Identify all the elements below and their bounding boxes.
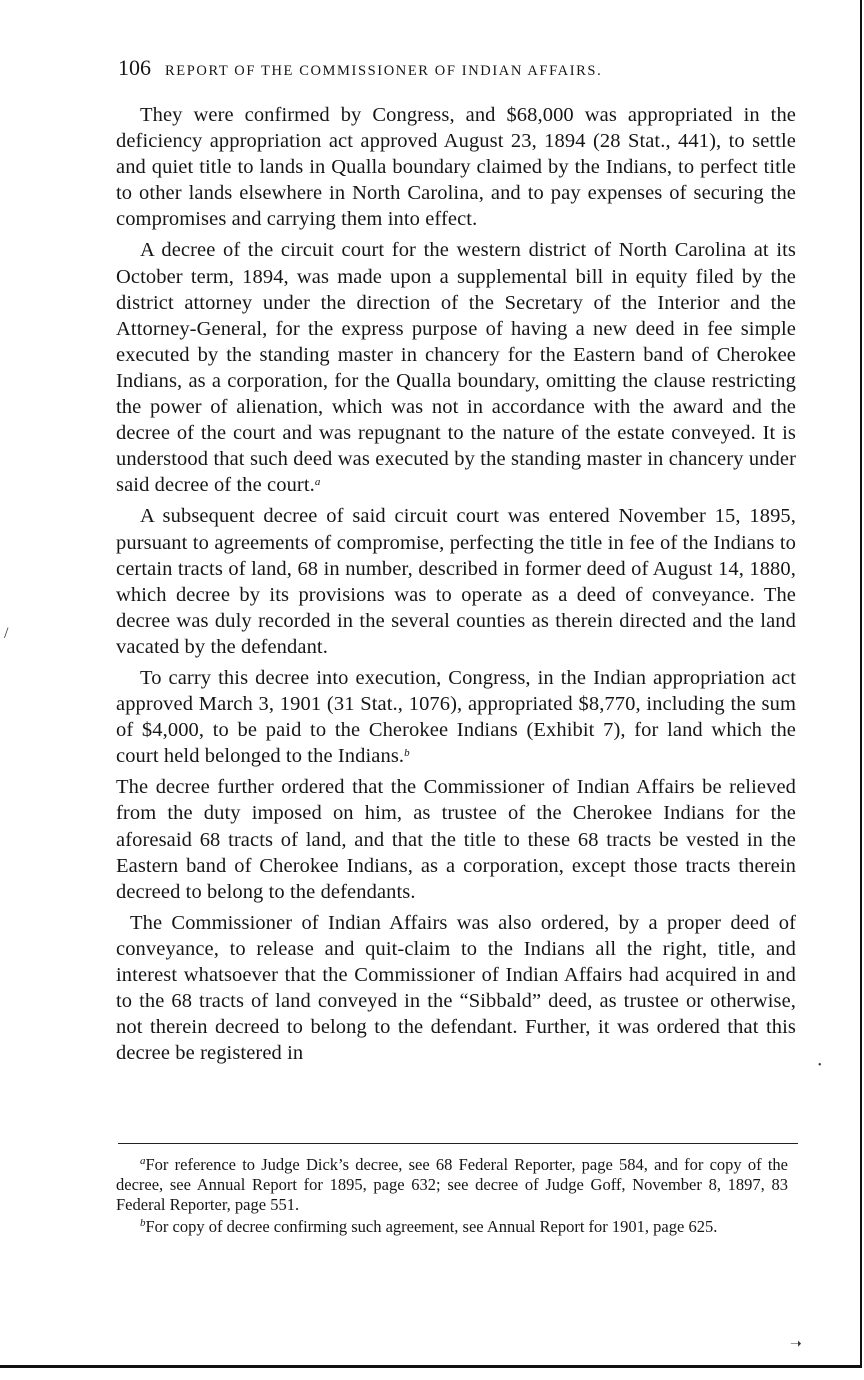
paragraph-1: They were confirmed by Congress, and $68,000 was appropriated in the deficiency appropriation act approved August 23, 1894 (28 Stat., 441), to settle and quiet title to lands in Qualla boundary claimed by the Indians, to perfect title to other lands elsewhere in North Carolina, and to pay expenses of securing the compromises and carrying them into effect. [116, 104, 796, 231]
footnote-b-text: For copy of decree confirming such agreement, see Annual Report for 1901, page 625. [145, 1217, 718, 1236]
paragraph-6: The Commissioner of Indian Affairs was also ordered, by a proper deed of conveyance, to release and quit-claim to the Indians all the right, title, and interest whatsoever that the Commissioner of Indian Affairs had acquired in and to the 68 tracts of land conveyed in the “Sibbald” deed, as trustee or otherwise, not therein decreed to belong to the defendant. Further, it was ordered that this decree be registered in [116, 911, 796, 1065]
footnote-a-text: For reference to Judge Dick’s decree, see 68 Federal Reporter, page 584, and for copy of the decree, see Annual Report for 1895, page 632; see decree of Judge Goff, November 8, 1897, 83 Federal Reporter, page 551. [116, 1155, 788, 1214]
running-title: REPORT OF THE COMMISSIONER OF INDIAN AFFAIRS. [165, 63, 603, 79]
paragraph-3: A subsequent decree of said circuit court was entered November 15, 1895, pursuant to agreements of compromise, perfecting the title in fee of the Indians to certain tracts of land, 68 in number, described in former deed of August 14, 1880, which decree by its provisions was to operate as a deed of conveyance. The decree was duly recorded in the several counties as therein directed and the land vacated by the defendant. [116, 505, 796, 658]
footnote-ref-a[interactable]: a [314, 476, 321, 489]
footnotes [116, 1155, 788, 1239]
footnote-ref-b[interactable]: b [404, 747, 410, 760]
paragraph-4: To carry this decree into execution, Congress, in the Indian appropriation act approved March 3, 1901 (31 Stat., 1076), appropriated $8,770, including the sum of $4,000, to be paid to the Cherokee Indians (Exhibit 7), for land which the court held belonged to the Indians.$^b$ [116, 666, 796, 768]
corner-mark-icon: ➝ [790, 1337, 802, 1352]
paragraph-5: The decree further ordered that the Commissioner of Indian Affairs be relieved from the duty imposed on him, as trustee of the Cherokee Indians for the aforesaid 68 tracts of land, and that the title to these 68 tracts be vested in the Eastern band of Cherokee Indians, as a corporation, except those tracts therein decreed to belong to the defendants. [116, 776, 796, 903]
footnote-divider [118, 1143, 798, 1144]
margin-speck-icon: / [4, 625, 9, 642]
footnote-a [116, 1155, 788, 1215]
page-number: 106 [118, 55, 151, 80]
running-header [118, 56, 798, 83]
footnote-mark-b: b [140, 1217, 146, 1229]
body-text [116, 102, 796, 1071]
paragraph-2: A decree of the circuit court for the western district of North Carolina at its October term, 1894, was made upon a supplemental bill in equity filed by the district attorney under the direction of the Secretary of the Interior and the Attorney-General, for the express purpose of having a new deed in fee simple executed by the standing master in chancery for the Eastern band of Cherokee Indians, as a corporation, for the Qualla boundary, omitting the clause restricting the power of alienation, which was not in accordance with the award and the decree of the court and was repugnant to the nature of the estate conveyed. It is understood that such deed was executed by the standing master in chancery under said decree of the court.$^a$ [116, 239, 796, 497]
page-speck-icon: • [818, 1060, 822, 1071]
footnote-mark-a: a [140, 1155, 146, 1167]
footnote-b [116, 1217, 788, 1237]
